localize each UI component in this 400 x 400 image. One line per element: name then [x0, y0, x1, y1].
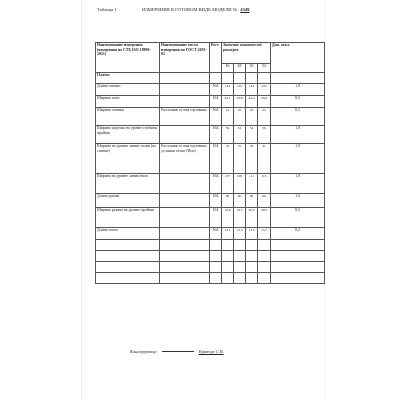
size-header: 50	[246, 64, 258, 73]
row-value: 43,2	[222, 96, 234, 108]
row-name: Длина спинки	[96, 84, 160, 96]
row-value: 19,5	[234, 208, 246, 228]
designer-role: Конструктор	[130, 349, 157, 354]
row-value: 19,0	[222, 208, 234, 228]
empty-row	[96, 251, 325, 262]
empty-row	[96, 262, 325, 273]
row-value: 60	[234, 194, 246, 208]
table-row	[96, 108, 325, 126]
row-value: 56	[258, 126, 271, 144]
row-value: 111	[246, 174, 258, 194]
row-value: 41	[222, 108, 234, 126]
row-tolerance: 1,0	[271, 84, 325, 96]
row-place	[160, 96, 210, 108]
row-place	[160, 228, 210, 240]
row-name: Ширина спинки	[96, 108, 160, 126]
designer-signature: Кравчук С.В.	[198, 349, 224, 354]
row-place	[160, 208, 210, 228]
row-name: Ширина на уровне линии талии (по спинке)	[96, 144, 160, 174]
row-value: 60	[222, 194, 234, 208]
row-place	[160, 84, 210, 96]
model-number: 4349	[240, 7, 250, 12]
row-height: 164	[210, 208, 222, 228]
table-caption	[97, 5, 327, 15]
table-row	[96, 126, 325, 144]
table-row	[96, 228, 325, 240]
row-value: 35	[222, 144, 234, 174]
row-tolerance: 1,0	[271, 194, 325, 208]
row-value: 54	[246, 126, 258, 144]
row-tolerance: 0,5	[271, 108, 325, 126]
caption-title: ИЗМЕРЕНИЯ В ГОТОВОМ ВИДЕ МОДЕЛИ №	[142, 7, 238, 12]
row-name: Длина плеча	[96, 228, 160, 240]
row-value: 20,0	[246, 208, 258, 228]
row-value: 124	[258, 84, 271, 96]
table-row	[96, 96, 325, 108]
row-value: 60	[246, 194, 258, 208]
empty-row	[96, 273, 325, 284]
row-value: 109	[234, 174, 246, 194]
row-height: 164	[210, 126, 222, 144]
section-row	[96, 73, 325, 84]
row-tolerance: 0,5	[271, 208, 325, 228]
row-name: Ширина рукава на уровне проймы	[96, 208, 160, 228]
table-row	[96, 208, 325, 228]
row-value: 13,1	[222, 228, 234, 240]
row-tolerance: 0,5	[271, 96, 325, 108]
row-value: 13,7	[258, 228, 271, 240]
row-value: 42	[234, 108, 246, 126]
header-place-measure: Наименование места измерения по ГОСТ 4103-82	[160, 43, 210, 73]
row-value: 50	[222, 126, 234, 144]
row-value: 13,3	[234, 228, 246, 240]
row-value: 124	[246, 84, 258, 96]
row-value: 107	[222, 174, 234, 194]
row-name: Ширина изделия на уровне глубины проймы	[96, 126, 160, 144]
row-value: 124	[222, 84, 234, 96]
row-value: 44,4	[246, 96, 258, 108]
section-title: Платье	[96, 73, 160, 84]
row-place: Расстояние от шва горловины до линии талии (38см)	[160, 144, 210, 174]
table-label: Таблица 1	[97, 7, 117, 12]
table-row	[96, 174, 325, 194]
row-value: 37	[234, 144, 246, 174]
row-value: 43,8	[234, 96, 246, 108]
row-name: Ширина на уровне линии низа	[96, 174, 160, 194]
row-value: 41	[258, 144, 271, 174]
row-place	[160, 174, 210, 194]
row-tolerance: 1,0	[271, 126, 325, 144]
row-height: 164	[210, 194, 222, 208]
size-header: 52	[258, 64, 271, 73]
row-value: 13,5	[246, 228, 258, 240]
size-header: 48	[234, 64, 246, 73]
row-value: 43	[246, 108, 258, 126]
signature-block	[130, 348, 270, 356]
measurements-table	[95, 42, 325, 284]
row-value: 124	[234, 84, 246, 96]
row-name: Ширина плеч	[96, 96, 160, 108]
row-height: 164	[210, 96, 222, 108]
row-place	[160, 194, 210, 208]
row-height: 164	[210, 228, 222, 240]
row-tolerance: 1,0	[271, 144, 325, 174]
row-value: 113	[258, 174, 271, 194]
row-height: 164	[210, 144, 222, 174]
size-header: 46	[222, 64, 234, 73]
header-values: Значение показателей размеров	[222, 43, 271, 64]
table-row	[96, 144, 325, 174]
table-row	[96, 194, 325, 208]
header-name-measure: Наименование измерения (измерения по СТБ ISO 18890-2021)	[96, 43, 160, 73]
row-value: 45,0	[258, 96, 271, 108]
row-value: 44	[258, 108, 271, 126]
header-height: Рост	[210, 43, 222, 73]
row-value: 60	[258, 194, 271, 208]
row-height: 164	[210, 174, 222, 194]
empty-row	[96, 240, 325, 251]
row-height: 164	[210, 108, 222, 126]
row-tolerance: 1,0	[271, 174, 325, 194]
header-tolerance: Доп. откл.	[271, 43, 325, 73]
row-height: 164	[210, 84, 222, 96]
signature-line	[162, 351, 194, 352]
row-value: 52	[234, 126, 246, 144]
row-place: Расстояние от шва горловины	[160, 108, 210, 126]
row-name: Длина рукава	[96, 194, 160, 208]
table-row	[96, 84, 325, 96]
row-value: 39	[246, 144, 258, 174]
row-value: 20,5	[258, 208, 271, 228]
row-place	[160, 126, 210, 144]
row-tolerance: 0,2	[271, 228, 325, 240]
